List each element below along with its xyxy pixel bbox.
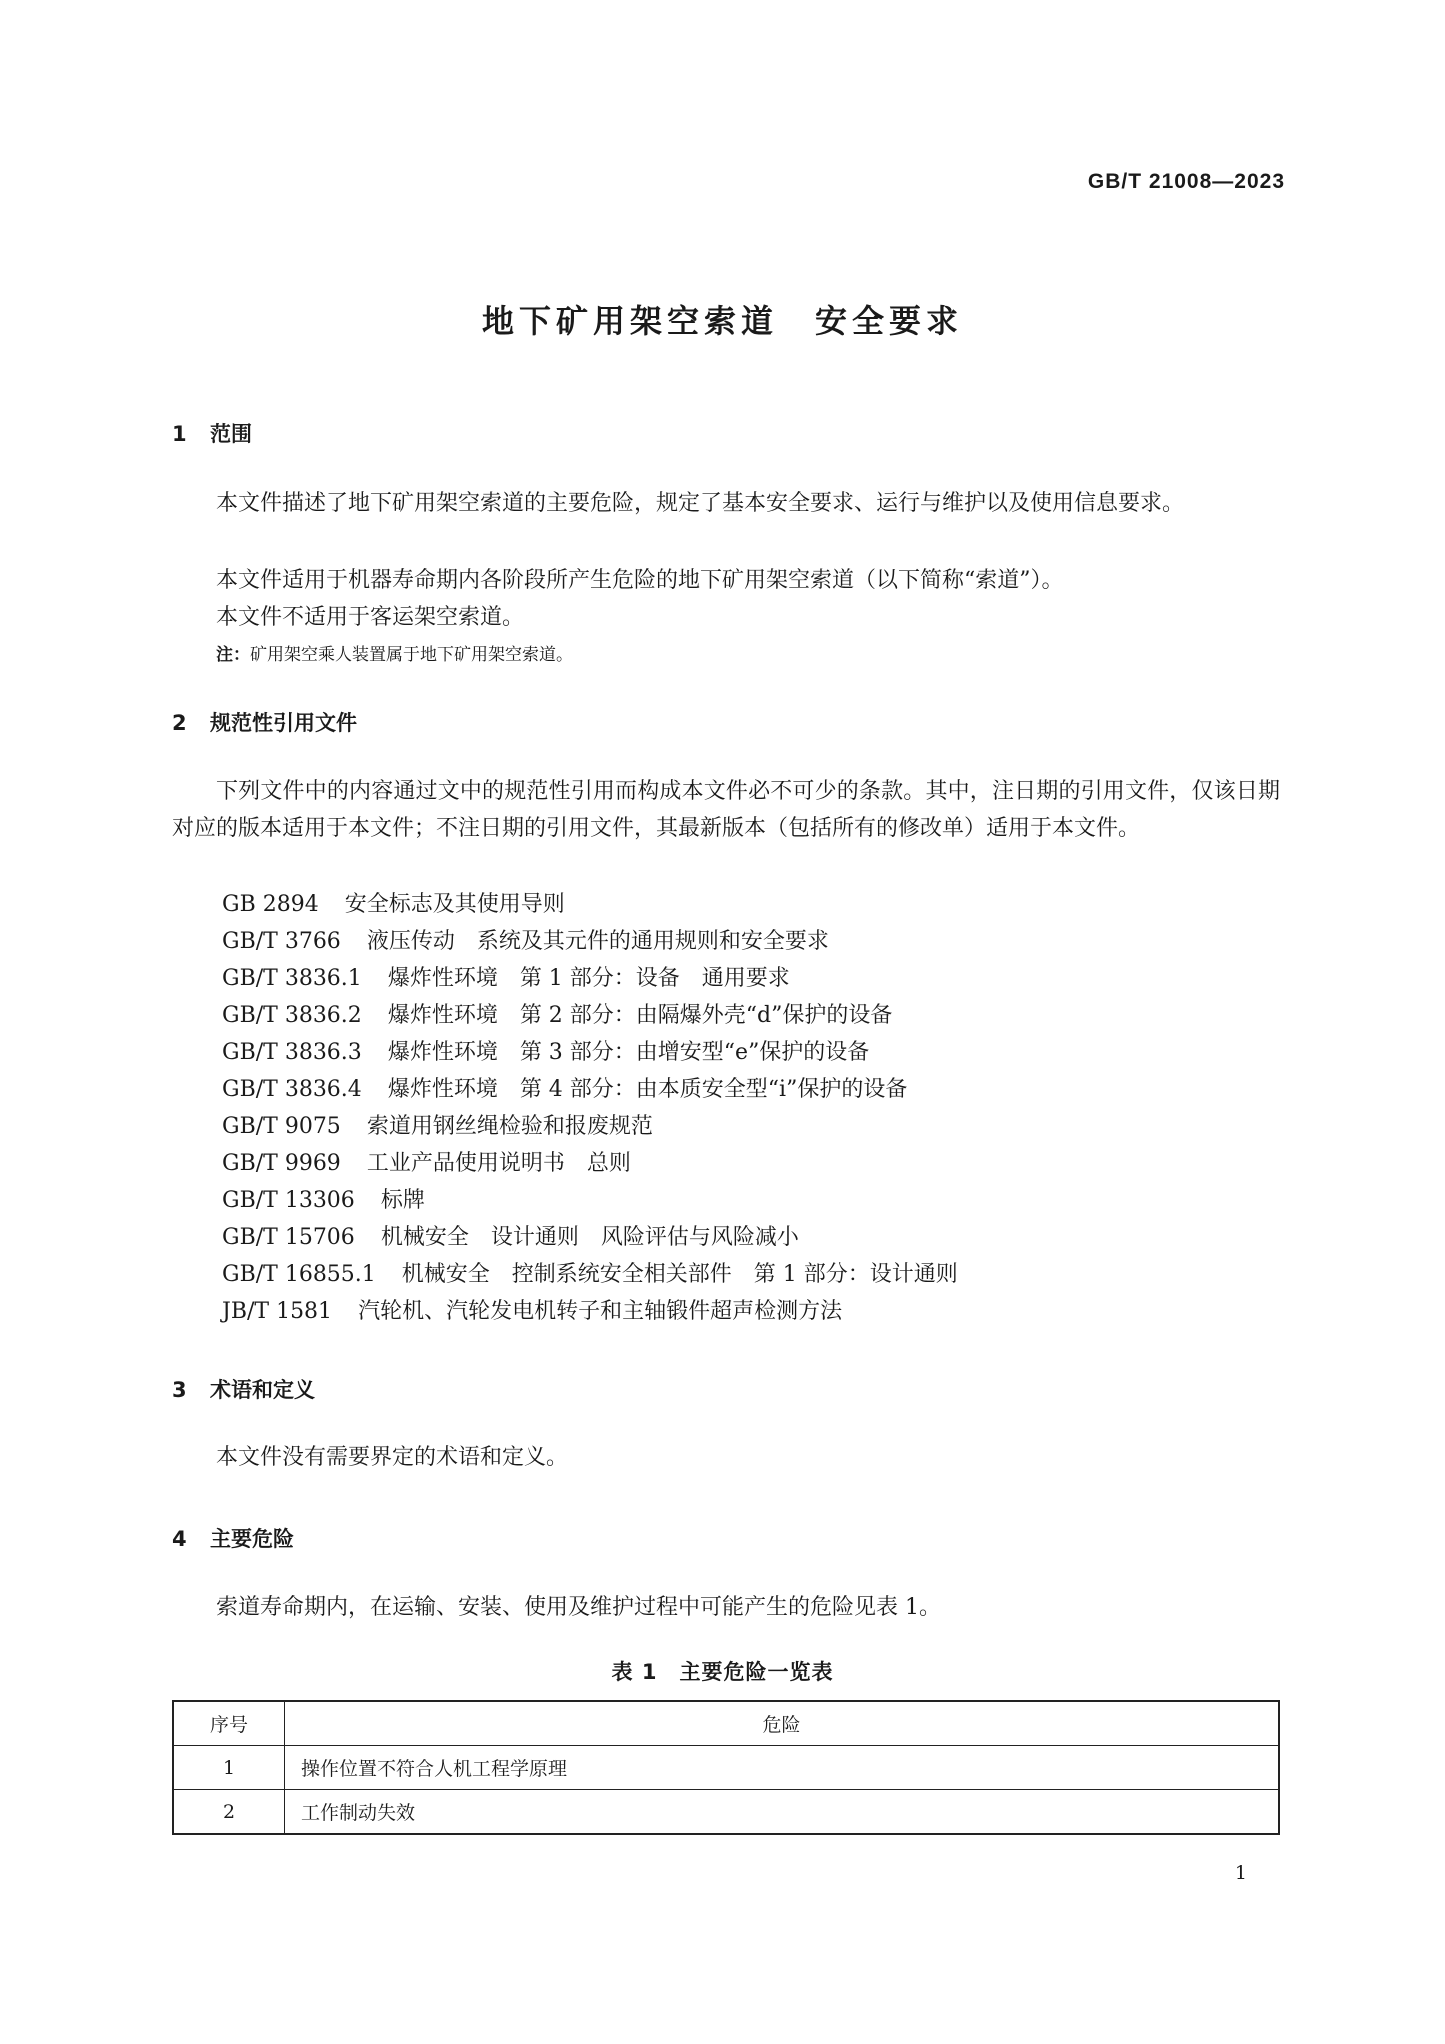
reference-item — [222, 961, 790, 992]
reference-code: GB/T 9969 — [222, 1151, 341, 1176]
reference-title: 机械安全 控制系统安全相关部件 第 1 部分：设计通则 — [401, 1262, 958, 1287]
column-header-hazard: 危险 — [285, 1701, 1280, 1746]
section-title: 术语和定义 — [210, 1378, 315, 1402]
reference-item — [222, 1294, 842, 1325]
reference-item — [222, 1220, 799, 1251]
reference-code: GB/T 15706 — [222, 1225, 355, 1250]
reference-code: GB/T 3836.1 — [222, 966, 362, 991]
table-cell-hazard: 操作位置不符合人机工程学原理 — [285, 1746, 1280, 1790]
reference-code: GB/T 3836.3 — [222, 1040, 362, 1065]
reference-code: GB/T 3766 — [222, 929, 341, 954]
reference-code: GB/T 3836.2 — [222, 1003, 362, 1028]
table-cell-hazard: 工作制动失效 — [285, 1790, 1280, 1835]
note-text: 矿用架空乘人装置属于地下矿用架空索道。 — [250, 645, 573, 665]
reference-item — [222, 1183, 425, 1214]
reference-code: GB/T 13306 — [222, 1188, 355, 1213]
section-1-paragraph-3: 本文件不适用于客运架空索道。 — [216, 605, 525, 630]
reference-code: GB/T 9075 — [222, 1114, 341, 1139]
table-row — [173, 1746, 1279, 1790]
section-number: 1 — [172, 422, 187, 446]
reference-item — [222, 1035, 869, 1066]
section-1-heading — [172, 418, 252, 448]
table-header-row — [173, 1701, 1279, 1746]
section-title: 规范性引用文件 — [210, 711, 357, 735]
table-row — [173, 1790, 1279, 1835]
document-title: 地下矿用架空索道 安全要求 — [481, 302, 963, 340]
section-3-paragraph-1: 本文件没有需要界定的术语和定义。 — [216, 1445, 569, 1470]
section-1-paragraph-2: 本文件适用于机器寿命期内各阶段所产生危险的地下矿用架空索道（以下简称“索道”）。 — [216, 568, 1064, 593]
page-number: 1 — [1234, 1862, 1247, 1884]
section-1-note — [216, 640, 573, 665]
standard-number: GB/T 21008—2023 — [1087, 170, 1285, 193]
reference-code: GB 2894 — [222, 892, 319, 917]
reference-title: 爆炸性环境 第 2 部分：由隔爆外壳“d”保护的设备 — [387, 1003, 893, 1028]
section-title: 主要危险 — [210, 1527, 294, 1551]
reference-code: GB/T 16855.1 — [222, 1262, 376, 1287]
reference-title: 汽轮机、汽轮发电机转子和主轴锻件超声检测方法 — [358, 1299, 843, 1324]
reference-item — [222, 1109, 653, 1140]
column-header-number: 序号 — [173, 1701, 285, 1746]
reference-title: 机械安全 设计通则 风险评估与风险减小 — [380, 1225, 799, 1250]
reference-item — [222, 1146, 631, 1177]
reference-item — [222, 998, 892, 1029]
reference-code: GB/T 3836.4 — [222, 1077, 362, 1102]
hazard-table — [172, 1700, 1280, 1835]
reference-title: 爆炸性环境 第 4 部分：由本质安全型“i”保护的设备 — [387, 1077, 908, 1102]
section-2-heading — [172, 707, 357, 737]
table-caption: 表 1 主要危险一览表 — [611, 1660, 834, 1684]
reference-title: 爆炸性环境 第 3 部分：由增安型“e”保护的设备 — [387, 1040, 870, 1065]
section-3-heading — [172, 1374, 315, 1404]
section-2-paragraph-1: 下列文件中的内容通过文中的规范性引用而构成本文件必不可少的条款。其中，注日期的引用文件，仅该日期对应的版本适用于本文件；不注日期的引用文件，其最新版本（包括所有的修改单）适用于本文件。 — [172, 779, 1280, 841]
section-1-paragraph-1: 本文件描述了地下矿用架空索道的主要危险，规定了基本安全要求、运行与维护以及使用信息要求。 — [216, 491, 1185, 516]
reference-item — [222, 887, 565, 918]
reference-title: 爆炸性环境 第 1 部分：设备 通用要求 — [387, 966, 790, 991]
table-cell-number: 2 — [173, 1790, 285, 1835]
reference-title: 索道用钢丝绳检验和报废规范 — [366, 1114, 653, 1139]
note-label: 注： — [216, 645, 250, 665]
section-number: 4 — [172, 1527, 187, 1551]
section-title: 范围 — [210, 422, 252, 446]
section-number: 2 — [172, 711, 187, 735]
reference-item — [222, 924, 829, 955]
section-4-heading — [172, 1523, 294, 1553]
reference-item — [222, 1257, 958, 1288]
reference-title: 液压传动 系统及其元件的通用规则和安全要求 — [366, 929, 829, 954]
reference-title: 安全标志及其使用导则 — [344, 892, 565, 917]
reference-item — [222, 1072, 907, 1103]
reference-code: JB/T 1581 — [222, 1299, 333, 1324]
reference-title: 标牌 — [380, 1188, 425, 1213]
section-number: 3 — [172, 1378, 187, 1402]
table-cell-number: 1 — [173, 1746, 285, 1790]
reference-title: 工业产品使用说明书 总则 — [366, 1151, 631, 1176]
section-4-paragraph-1: 索道寿命期内，在运输、安装、使用及维护过程中可能产生的危险见表 1。 — [216, 1595, 941, 1620]
